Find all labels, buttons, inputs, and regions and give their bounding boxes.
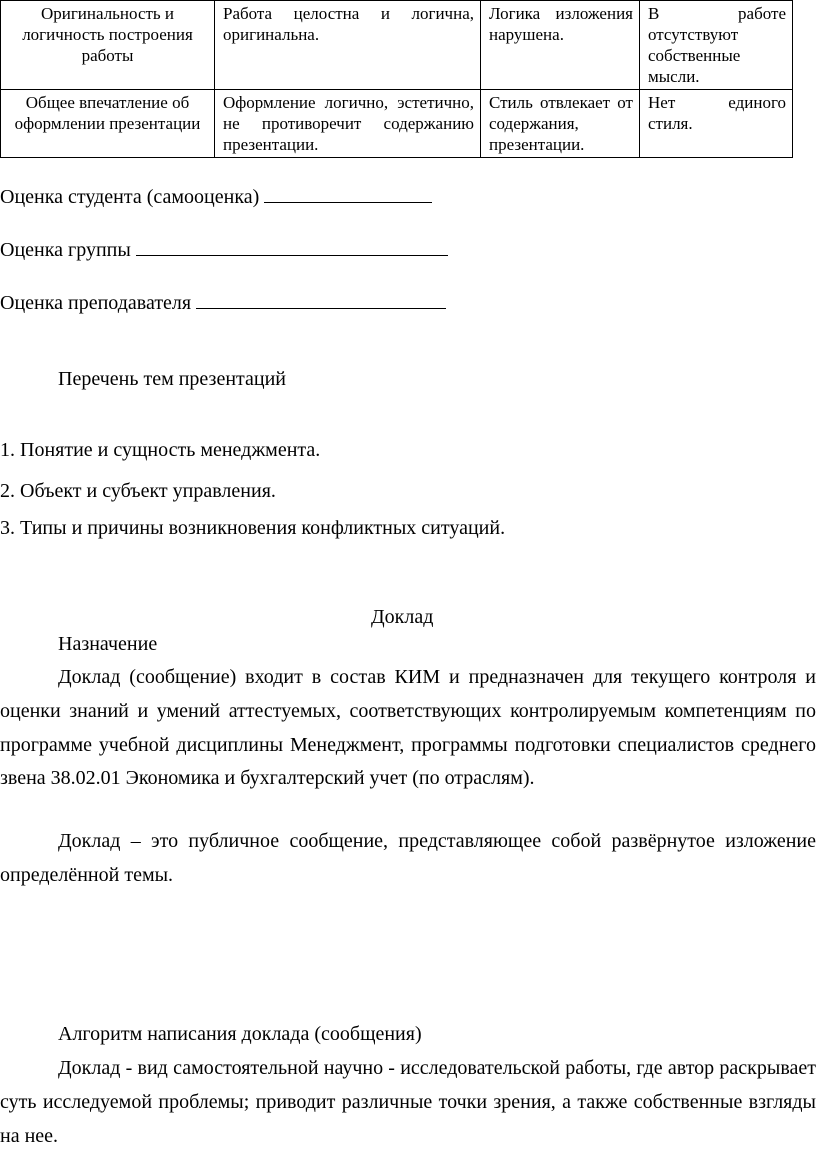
topics-heading: Перечень тем презентаций: [58, 368, 287, 390]
grade-group-blank: [136, 237, 448, 256]
table-cell: В работе отсутствуют собственные мысли.: [640, 1, 793, 90]
purpose-heading: Назначение: [58, 633, 158, 655]
table-row: [1, 90, 793, 158]
definition-paragraph: Доклад – это публичное сообщение, представляющее собой развёрнутое изложение определённой темы.: [0, 830, 816, 886]
grade-group-line: [0, 237, 448, 262]
algorithm-heading: Алгоритм написания доклада (сообщения): [58, 1023, 422, 1045]
grade-teacher-line: [0, 290, 446, 315]
topic-item: 2. Объект и субъект управления.: [0, 480, 276, 502]
grade-student-blank: [264, 184, 432, 203]
topic-item: 1. Понятие и сущность менеджмента.: [0, 439, 321, 461]
table-cell: Логика изложения нарушена.: [481, 1, 640, 90]
criteria-table: [0, 0, 793, 158]
table-cell: Стиль отвлекает от содержания, презентации.: [481, 90, 640, 158]
algorithm-paragraph: Доклад - вид самостоятельной научно - исследовательской работы, где автор раскрывает суть исследуемой проблемы; приводит различные точки зрения, а также собственные взгляды на нее.: [0, 1057, 816, 1147]
report-title: Доклад: [371, 606, 434, 628]
table-row: [1, 1, 793, 90]
table-cell: Оформление логично, эстетично, не противоречит содержанию презентации.: [215, 90, 481, 158]
table-cell-criterion: Оригинальность и логичность построения работы: [1, 1, 215, 90]
grade-student-label: Оценка студента (самооценка): [0, 186, 260, 208]
table-cell: Работа целостна и логична, оригинальна.: [215, 1, 481, 90]
purpose-paragraph: Доклад (сообщение) входит в состав КИМ и предназначен для текущего контроля и оценки знаний и умений аттестуемых, соответствующих контролируемым компетенциям по программе учебной дисциплины Менеджмент, программы подготовки специалистов среднего звена 38.02.01 Экономика и бухгалтерский учет (по отраслям).: [0, 666, 816, 790]
table-cell: Нет единого стиля.: [640, 90, 793, 158]
grade-teacher-label: Оценка преподавателя: [0, 292, 192, 314]
table-cell-criterion: Общее впечатление об оформлении презентации: [1, 90, 215, 158]
topic-item: 3. Типы и причины возникновения конфликтных ситуаций.: [0, 517, 506, 539]
grade-teacher-blank: [196, 290, 446, 309]
grade-student-line: [0, 184, 432, 209]
grade-group-label: Оценка группы: [0, 239, 131, 261]
